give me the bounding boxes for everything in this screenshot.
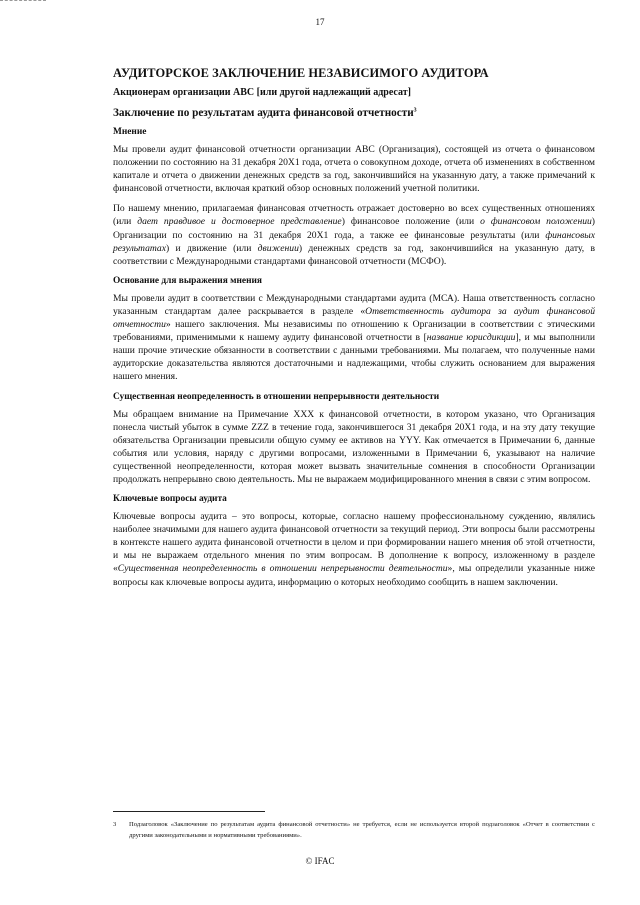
going-concern-paragraph: Мы обращаем внимание на Примечание XXX к финансовой отчетности, в котором указано, что Организация понесла чистый убыток в сумме ZZZ в течение года, закончившегося 31 декабря 20X1 года, и на эту дату текущие обязательства Организации превысили общую сумму ее активов на YYY. Как отмечается в Примечании 6, данные события или условия, наряду с другими вопросами, изложенными в Примечании 6, указывают на наличие существенной неопределенности, которая может вызвать значительные сомнения в способности Организации продолжать непрерывно свою деятельность. Мы не выражаем модифицированного мнения в связи с этим вопросом. — [113, 408, 595, 485]
report-heading — [113, 107, 595, 119]
copyright-footer: © IFAC — [305, 856, 335, 866]
footnote-reference: 3 — [413, 107, 417, 114]
footnote — [113, 819, 595, 841]
document-title: АУДИТОРСКОЕ ЗАКЛЮЧЕНИЕ НЕЗАВИСИМОГО АУДИТОРА — [113, 66, 489, 80]
report-body — [113, 66, 595, 596]
opinion-paragraph-2: По нашему мнению, прилагаемая финансовая отчетность отражает достоверно во всех существенных отношениях (или дает правдивое и достоверное представление) финансовое положение (или о финансовом положении) Организации по состоянию на 31 декабря 20X1 года, а также ее финансовые результаты (или финансовых результатах) и движение (или движении) денежных средств за год, закончившийся на указанную дату, в соответствии с Международными стандартами финансовой отчетности (МСФО). — [113, 203, 596, 267]
basis-heading: Основание для выражения мнения — [113, 275, 262, 286]
basis-paragraph: Мы провели аудит в соответствии с Международными стандартами аудита (МСА). Наша ответственность согласно указанным стандартам далее раскрывается в разделе «Ответственность аудитора за аудит финансовой отчетности» нашего заключения. Мы независимы по отношению к Организации в соответствии с этическими требованиями, применимыми к нашему аудиту финансовой отчетности в [название юрисдикции], и мы выполнили наши прочие этические обязанности в соответствии с данными требованиями. Мы полагаем, что полученные нами аудиторские доказательства являются достаточными и надлежащими, чтобы служить основанием для выражения нашего мнения. — [113, 292, 596, 383]
footnote-separator — [113, 811, 265, 812]
report-heading-text: Заключение по результатам аудита финансовой отчетности — [113, 107, 414, 119]
addressee-line: Акционерам организации ABC [или другой надлежащий адресат] — [113, 87, 411, 98]
key-audit-matters-paragraph: Ключевые вопросы аудита – это вопросы, которые, согласно нашему профессиональному суждению, являлись наиболее значимыми для нашего аудита финансовой отчетности за текущий период. Эти вопросы были рассмотрены в контексте нашего аудита финансовой отчетности в целом и при формировании нашего мнения об этой отчетности, и мы не выражаем отдельного мнения по этим вопросам. В дополнение к вопросу, изложенному в разделе «Существенная неопределенность в отношении непрерывности деятельности», мы определили указанные ниже вопросы как ключевые вопросы аудита, информацию о которых необходимо сообщить в нашем заключении. — [113, 511, 595, 588]
footnote-mark: 3 — [113, 821, 117, 828]
page-number: 17 — [315, 17, 325, 27]
key-audit-matters-heading: Ключевые вопросы аудита — [113, 494, 227, 505]
footnote-text: Подзаголовок «Заключение по результатам аудита финансовой отчетности» не требуется, если не используется второй подзаголовок «Отчет в соответствии с другими законодательными и нормативными требованиями». — [129, 821, 595, 839]
opinion-heading: Мнение — [113, 127, 147, 137]
going-concern-heading: Существенная неопределенность в отношении непрерывности деятельности — [113, 391, 440, 402]
page-corner-mark — [0, 0, 46, 5]
opinion-paragraph-1: Мы провели аудит финансовой отчетности организации ABC (Организация), состоящей из отчета о финансовом положении по состоянию на 31 декабря 20X1 года, отчета о совокупном доходе, отчета об изменениях в собственном капитале и отчета о движении денежных средств за год, закончившийся на указанную дату, а также примечаний к финансовой отчетности, включая краткий обзор основных положений учетной политики. — [113, 144, 595, 195]
